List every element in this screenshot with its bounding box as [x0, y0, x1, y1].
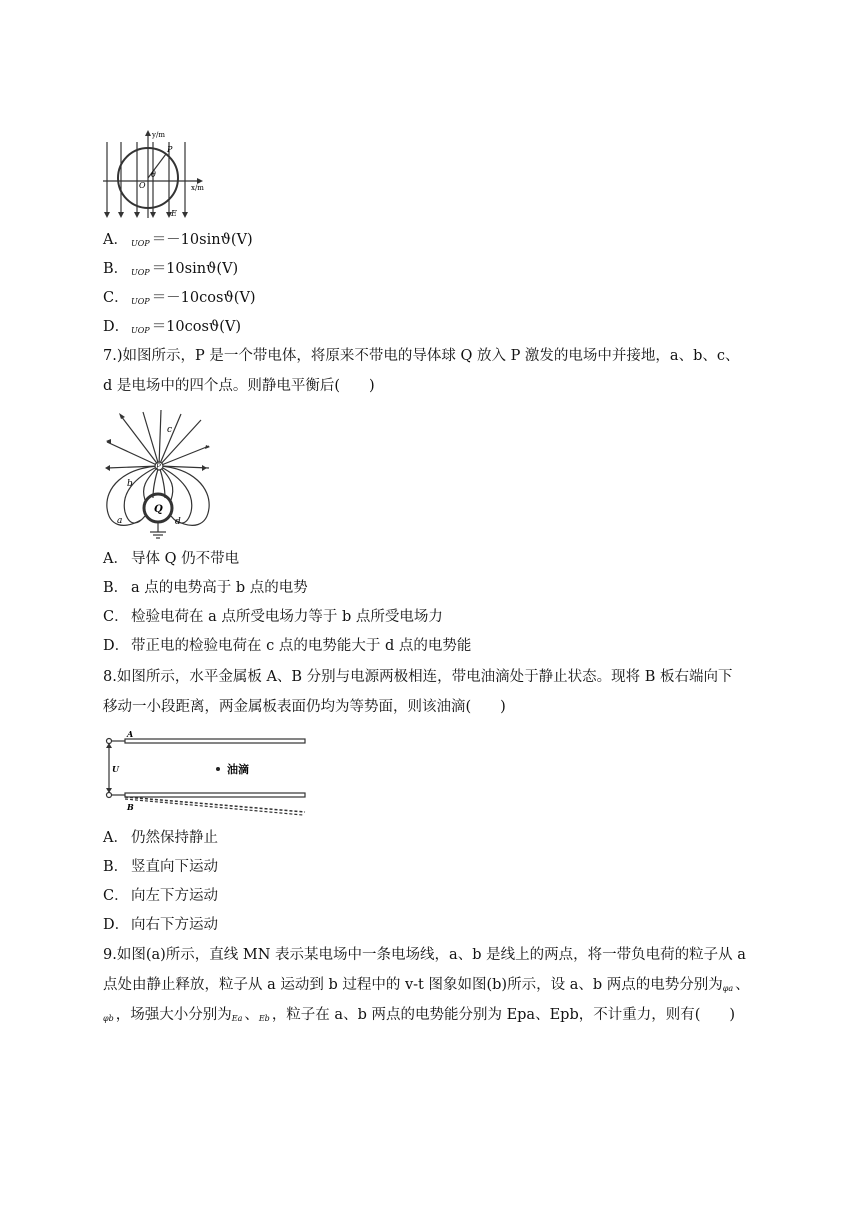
q7-point-d-label: d	[175, 517, 181, 527]
q7-charge-p-label: P	[156, 463, 161, 471]
q7-option-a[interactable]: A． 导体 Q 仍不带电	[103, 551, 240, 567]
q6-option-d[interactable]: D． $_{UOP}$ ＝10cosϑ(V)	[103, 319, 242, 335]
q7-point-a-label: a	[117, 516, 123, 526]
q6-theta-label: θ	[151, 170, 156, 179]
q6-y-axis-label: y/m	[152, 131, 165, 139]
q8-parallel-plates-figure	[103, 730, 308, 816]
q6-field-circle-figure	[103, 128, 208, 220]
q8-option-a[interactable]: A． 仍然保持静止	[103, 830, 218, 846]
q7-field-lines-figure	[103, 408, 213, 543]
q9-stem-line-3: $_{\varphi b}$ ，场强大小分别为$_{Ea}$ 、$_{Eb}$ ，粒子在 a、b 两点的电势能分别为 Epa、Epb，不计重力，则有( )	[103, 1007, 736, 1023]
q6-origin-label: O	[139, 181, 146, 190]
q7-sphere-q-label: Q	[154, 504, 163, 515]
q8-option-d[interactable]: D． 向右下方运动	[103, 917, 218, 933]
q9-stem-line-1: 9.如图(a)所示，直线 MN 表示某电场中一条电场线，a、b 是线上的两点，将一带负电荷的粒子从 a	[103, 947, 746, 963]
q6-field-e-label: E	[171, 209, 177, 218]
q8-plate-b-label: B	[127, 802, 134, 812]
q6-option-c[interactable]: C． $_{UOP}$ ＝－10cosϑ(V)	[103, 290, 256, 306]
q7-point-b-label: b	[127, 479, 133, 489]
q6-option-a[interactable]: A． $_{UOP}$ ＝－10sinϑ(V)	[103, 232, 253, 248]
q8-option-b[interactable]: B． 竖直向下运动	[103, 859, 218, 875]
q8-voltage-u-label: U	[112, 764, 119, 774]
q8-oil-drop-label: 油滴	[227, 763, 249, 776]
q7-option-b[interactable]: B． a 点的电势高于 b 点的电势	[103, 580, 308, 596]
q7-stem-line-1: 7.)如图所示，P 是一个带电体，将原来不带电的导体球 Q 放入 P 激发的电场中并接地，a、b、c、	[103, 348, 740, 364]
q6-point-p-label: P	[167, 145, 173, 154]
q8-plate-a-label: A	[127, 730, 134, 739]
q8-stem-line-2: 移动一小段距离，两金属板表面仍均为等势面，则该油滴( )	[103, 699, 506, 715]
q6-x-axis-label: x/m	[191, 184, 204, 192]
q7-option-c[interactable]: C． 检验电荷在 a 点所受电场力等于 b 点所受电场力	[103, 609, 443, 625]
q7-point-c-label: c	[167, 425, 173, 435]
q7-stem-line-2: d 是电场中的四个点。则静电平衡后( )	[103, 378, 375, 394]
q8-stem-line-1: 8.如图所示，水平金属板 A、B 分别与电源两极相连，带电油滴处于静止状态。现将 B 板右端向下	[103, 669, 733, 685]
q9-stem-line-2: 点处由静止释放，粒子从 a 运动到 b 过程中的 v-t 图象如图(b)所示，设 a、b 两点的电势分别为$_{\varphi a}$ 、	[103, 977, 750, 993]
q7-option-d[interactable]: D． 带正电的检验电荷在 c 点的电势能大于 d 点的电势能	[103, 638, 472, 654]
q8-option-c[interactable]: C． 向左下方运动	[103, 888, 218, 904]
q6-option-b[interactable]: B． $_{UOP}$ ＝10sinϑ(V)	[103, 261, 239, 277]
